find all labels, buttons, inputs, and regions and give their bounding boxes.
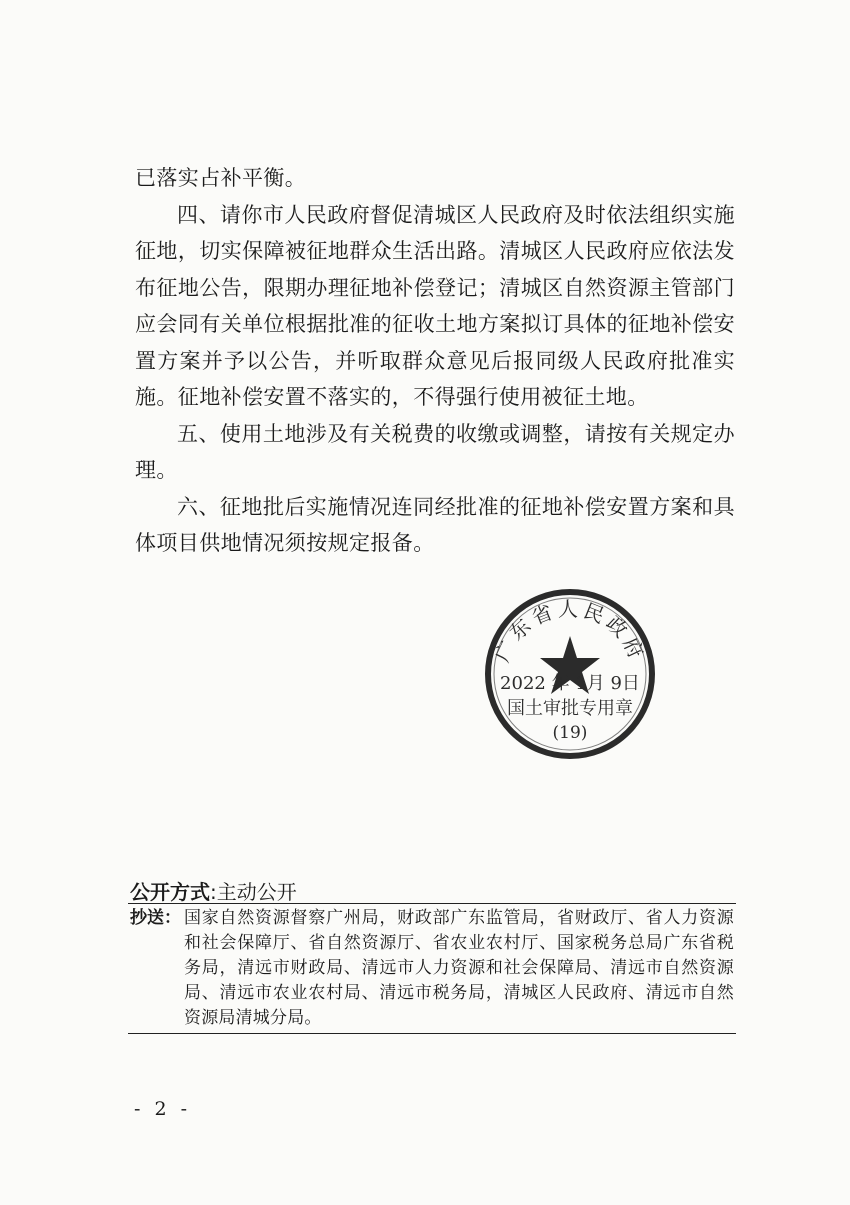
cc-label: 抄送： [130,908,181,928]
seal-top-text: 广东省人民政府 [489,597,651,666]
cc-block [130,906,734,1031]
disclosure-value: 主动公开 [216,880,297,904]
cc-recipients: 国家自然资源督察广州局，财政部广东监管局，省财政厅、省人力资源和社会保障厅、省自然资源厅、省农业农村厅、国家税务总局广东省税务局，清远市财政局、清远市人力资源和社会保障局、清远市自然资源局、清远市农业农村局、清远市税务局，清城区人民政府、清远市自然资源局清城分局。 [184,908,734,1028]
paragraph-item-five: 五、使用土地涉及有关税费的收缴或调整，请按有关规定办理。 [135,421,735,482]
seal-number: (19) [552,723,588,743]
seal-stamp-text: 国土审批专用章 [507,698,633,719]
page-number: - 2 - [134,1098,192,1120]
disclosure-separator: : [210,880,217,904]
body-text [135,160,735,562]
seal-date: 2022 年 1月 9日 [500,673,640,694]
disclosure-method [130,876,297,905]
paragraph-item-six: 六、征地批后实施情况连同经批准的征地补偿安置方案和具体项目供地情况须按规定报备。 [135,494,735,555]
divider-bottom [128,1033,736,1034]
divider-top [128,903,736,904]
official-seal [484,588,656,760]
paragraph-continuation: 已落实占补平衡。 [135,166,307,190]
disclosure-label: 公开方式 [130,880,210,904]
paragraph-item-four: 四、请你市人民政府督促清城区人民政府及时依法组织实施征地，切实保障被征地群众生活出路。清城区人民政府应依法发布征地公告，限期办理征地补偿登记；清城区自然资源主管部门应会同有关单位根据批准的征收土地方案拟订具体的征地补偿安置方案并予以公告，并听取群众意见后报同级人民政府批准实施。征地补偿安置不落实的，不得强行使用被征土地。 [135,202,735,409]
